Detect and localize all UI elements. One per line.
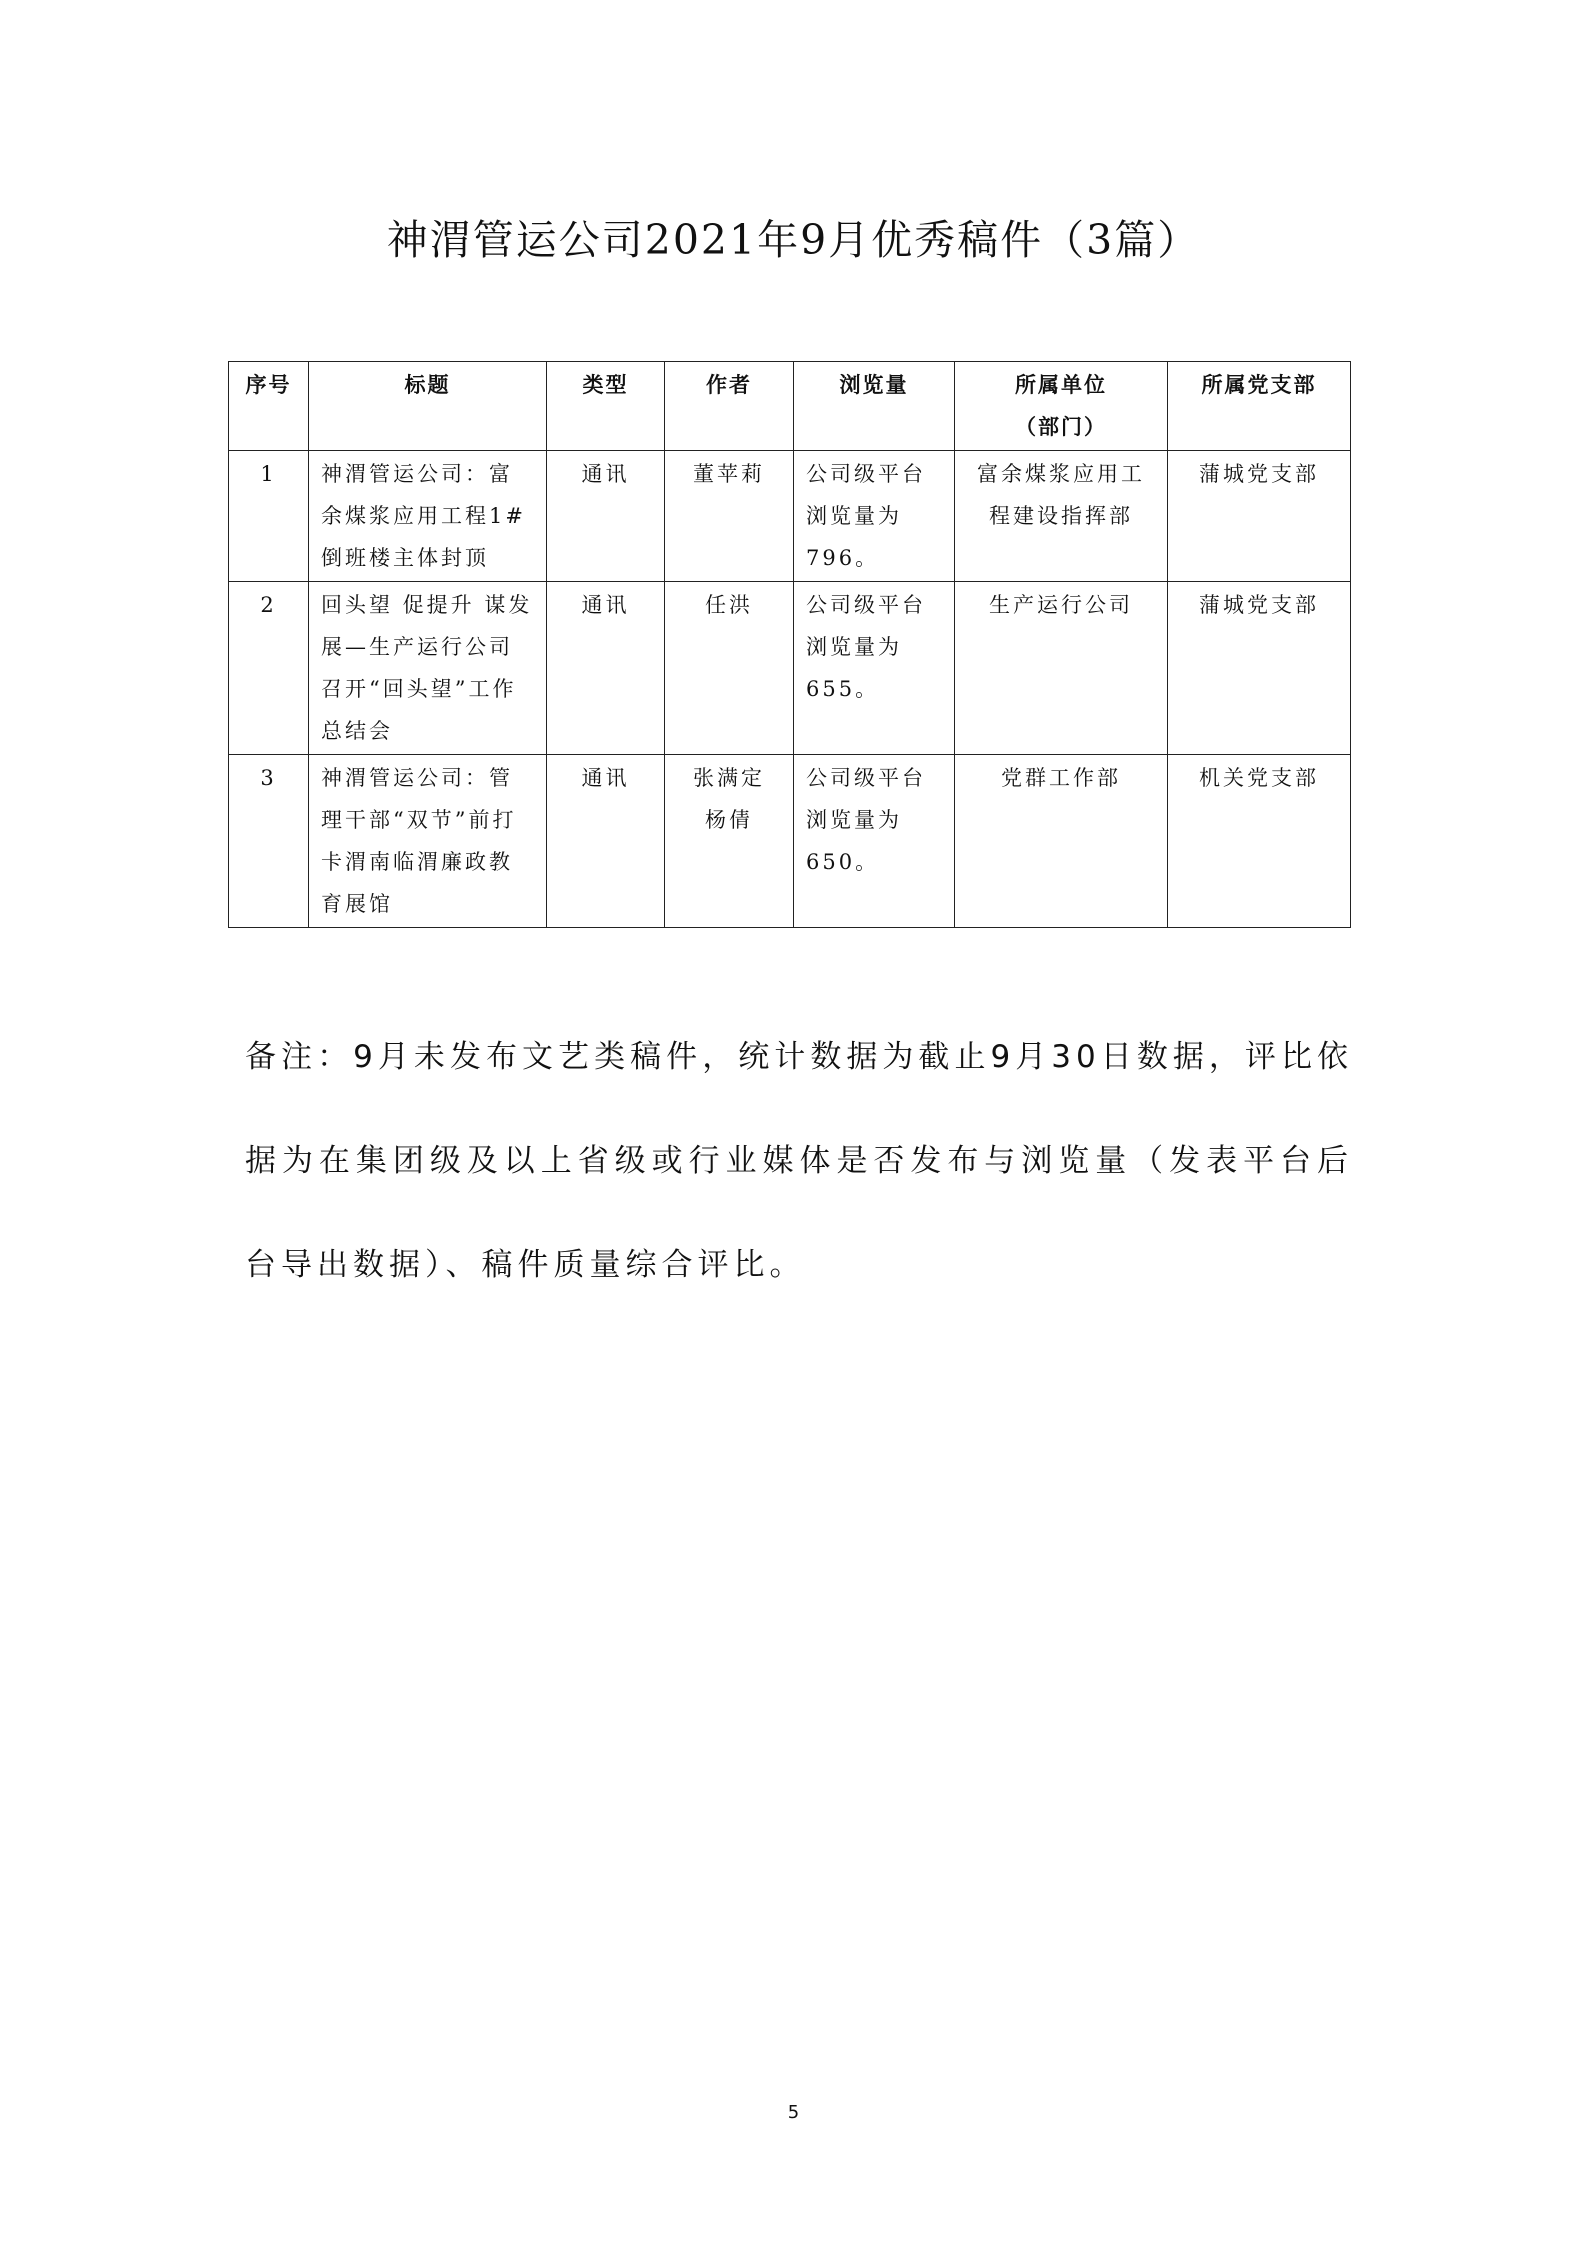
cell-author: 董苹莉: [665, 451, 794, 582]
page-number: 5: [787, 2102, 800, 2123]
table-row: [229, 451, 1351, 582]
header-author: 作者: [665, 362, 794, 451]
header-type: 类型: [547, 362, 665, 451]
cell-type: 通讯: [547, 451, 665, 582]
cell-views: 公司级平台浏览量为796。: [794, 451, 955, 582]
header-title: 标题: [309, 362, 547, 451]
cell-index: 1: [229, 451, 309, 582]
cell-type: 通讯: [547, 582, 665, 755]
note-paragraph: 备注：9月未发布文艺类稿件，统计数据为截止9月30日数据，评比依据为在集团级及以上省级或行业媒体是否发布与浏览量（发表平台后台导出数据）、稿件质量综合评比。: [245, 1039, 1353, 1283]
cell-views: 公司级平台浏览量为655。: [794, 582, 955, 755]
cell-author: 张满定 杨倩: [665, 755, 794, 928]
cell-title: 神渭管运公司：富余煤浆应用工程1#倒班楼主体封顶: [309, 451, 547, 582]
cell-branch: 蒲城党支部: [1168, 582, 1351, 755]
articles-table: [228, 361, 1351, 928]
cell-index: 2: [229, 582, 309, 755]
cell-unit: 党群工作部: [955, 755, 1168, 928]
cell-type: 通讯: [547, 755, 665, 928]
cell-author: 任洪: [665, 582, 794, 755]
page-title: 神渭管运公司2021年9月优秀稿件（3篇）: [386, 216, 1201, 264]
header-unit: 所属单位 （部门）: [955, 362, 1168, 451]
header-index: 序号: [229, 362, 309, 451]
cell-title: 回头望 促提升 谋发展—生产运行公司召开“回头望”工作总结会: [309, 582, 547, 755]
cell-views: 公司级平台浏览量为650。: [794, 755, 955, 928]
cell-unit: 富余煤浆应用工程建设指挥部: [955, 451, 1168, 582]
header-branch: 所属党支部: [1168, 362, 1351, 451]
header-views: 浏览量: [794, 362, 955, 451]
table-header-row: [229, 362, 1351, 451]
cell-branch: 机关党支部: [1168, 755, 1351, 928]
cell-title: 神渭管运公司：管理干部“双节”前打卡渭南临渭廉政教育展馆: [309, 755, 547, 928]
cell-index: 3: [229, 755, 309, 928]
cell-branch: 蒲城党支部: [1168, 451, 1351, 582]
cell-unit: 生产运行公司: [955, 582, 1168, 755]
table-row: [229, 582, 1351, 755]
table-row: [229, 755, 1351, 928]
